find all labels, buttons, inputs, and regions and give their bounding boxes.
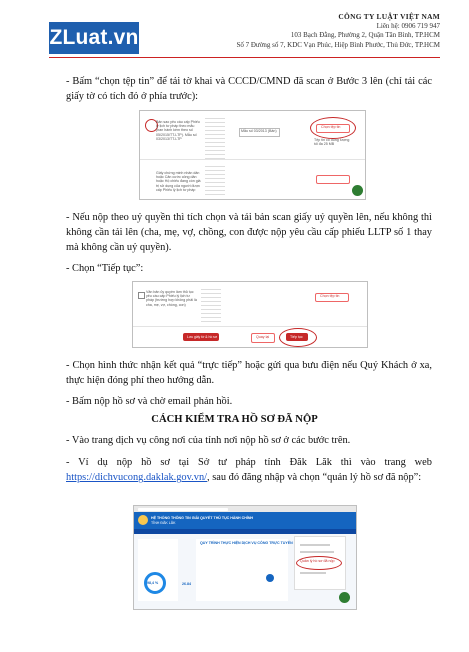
continue-highlight (279, 328, 317, 347)
instructions-column (205, 115, 225, 159)
paragraph-visit-portal: - Vào trang dịch vụ công nơi của tỉnh nơi nộp hồ sơ ở các bước trên. (66, 435, 351, 446)
header-divider (49, 57, 440, 58)
back-label: Quay lại (256, 335, 270, 339)
continue-label: Tiếp tục (290, 335, 303, 339)
footer-divider (133, 326, 367, 327)
company-address-2: Số 7 Đường số 7, KDC Vạn Phúc, Hiệp Bình Phước, Thủ Đức, TP.HCM (236, 40, 440, 49)
process-panel-title: QUY TRÌNH THỰC HIỆN DỊCH VỤ CÔNG TRỰC TUYẾN (200, 541, 293, 545)
chat-fab-icon[interactable] (352, 185, 363, 196)
example-text-start: - Ví dụ nộp hồ sơ tại Sở tư pháp tỉnh Đăk Lăk thì vào trang web (66, 457, 432, 468)
company-logo: ZLuat.vn (49, 22, 139, 54)
document-type-select[interactable]: Mẫu số 03/2013 (Bản) (239, 128, 280, 137)
daklak-portal-link[interactable]: https://dichvucong.daklak.gov.vn/ (66, 472, 208, 484)
save-draft-label: Lưu giấy tờ & hồ sơ (187, 335, 218, 339)
paragraph-example (66, 455, 432, 485)
row-divider (140, 159, 365, 160)
process-step-icon (266, 574, 274, 582)
company-name: CÔNG TY LUẬT VIỆT NAM (338, 12, 440, 21)
portal-title: HỆ THỐNG THÔNG TIN GIẢI QUYẾT THỦ TỤC HÀNH CHÍNH (151, 516, 254, 520)
portal-subtitle: TỈNH ĐĂK LĂK (151, 521, 176, 525)
menu-item[interactable] (300, 551, 334, 553)
stat-count: 26.84 (182, 582, 191, 586)
chat-fab-icon[interactable] (339, 592, 350, 603)
instructions-column-2 (205, 163, 225, 197)
menu-item[interactable] (300, 544, 330, 546)
paragraph-continue: - Chọn “Tiếp tục”: (66, 263, 144, 274)
address-bar[interactable] (138, 508, 228, 511)
screenshot-upload-form (139, 110, 366, 200)
company-address-1: 103 Bạch Đằng, Phường 2, Quận Tân Bình, TP.HCM (290, 31, 440, 40)
screenshot-daklak-portal (133, 505, 357, 610)
example-text-end: , sau đó đăng nhập và chọn “quản lý hồ sơ đã nộp”: (207, 472, 422, 484)
required-document-row-2: Giấy chứng minh nhân dân hoặc Căn cước công dân hoặc Hộ chiếu đang còn giá trị sử dụng của người được cấp Phiếu lý lịch tư pháp (156, 171, 201, 192)
authorization-document-row: Văn bản ủy quyền làm thủ tục yêu cầu cấp Phiếu lý lịch tư pháp (trường hợp không phải là cha, mẹ, vợ, chồng, con) (146, 290, 197, 307)
menu-item[interactable] (300, 572, 326, 574)
file-size-note: Tệp tin có dung lượng tối đa 25 MB (314, 138, 350, 147)
paragraph-authorization: - Nếu nộp theo uỷ quyền thì tích chọn và tải bản scan giấy uỷ quyền lên, nếu không thì không cần tải lên (cha, mẹ, vợ, chồng, con được nộp yêu cầu cấp phiếu LLTP số 1 thay mà không cần uỷ quyền). (66, 212, 432, 254)
manage-submitted-files-item[interactable]: Quản lý hồ sơ đã nộp (300, 559, 335, 563)
nav-bar (134, 529, 356, 534)
emblem-icon (138, 515, 148, 525)
company-info (236, 12, 440, 50)
menu-highlight (296, 556, 342, 570)
company-phone: Liên hệ: 0906 719 947 (376, 21, 440, 30)
choose-file-label: Chọn tệp tin (321, 125, 341, 129)
section-heading: CÁCH KIỂM TRA HỒ SƠ ĐÃ NỘP (151, 414, 318, 425)
authorization-checkbox[interactable] (138, 292, 145, 299)
choose-file-button-2[interactable] (316, 175, 350, 184)
required-document-row-1: Bản sao yêu cầu cấp Phiếu lý lịch tư pháp theo mẫu (ban hành kèm theo số 05/2015/TT-LTP). Mẫu số 03/2013/TT-LTP (156, 120, 200, 141)
choose-file-highlight (310, 117, 356, 139)
paragraph-receive-method: - Chọn hình thức nhận kết quả “trực tiếp” hoặc gửi qua bưu điện nếu Quý Khách ở xa, thực hiện đóng phí theo hướng dẫn. (66, 360, 432, 387)
instructions-column-3 (201, 286, 221, 324)
paragraph-upload-instructions: - Bấm “chọn tệp tin” để tải tờ khai và CCCD/CMND đã scan ở Bước 3 lên (chỉ tải các giấy tờ có tích đỏ ở phía trước): (66, 76, 432, 103)
screenshot-continue-step (132, 281, 368, 348)
progress-percent: 98,4 % (147, 581, 159, 585)
process-panel (196, 539, 288, 601)
paragraph-submit: - Bấm nộp hồ sơ và chờ email phản hồi. (66, 396, 233, 407)
choose-file-label-3: Chọn tệp tin (320, 294, 340, 298)
